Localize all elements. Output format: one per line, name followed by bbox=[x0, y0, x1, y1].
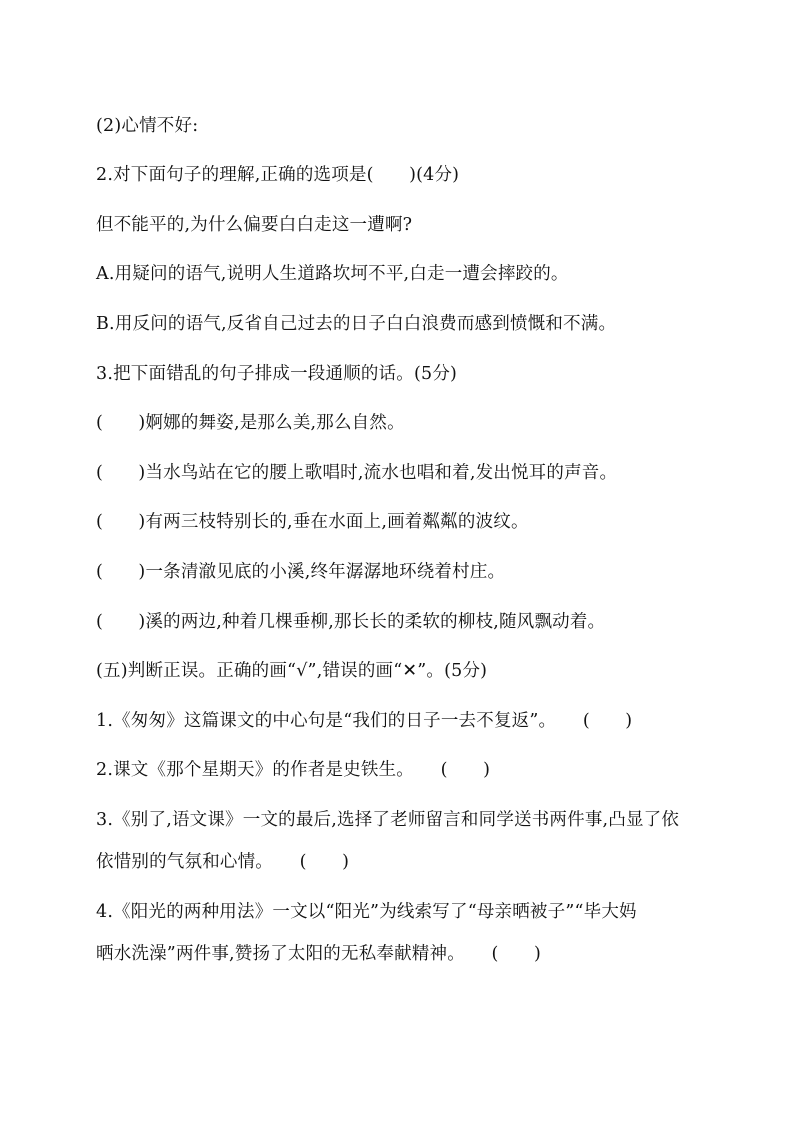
judgment-item-1: 1.《匆匆》这篇课文的中心句是“我们的日子一去不复返”。 ( ) bbox=[96, 711, 633, 731]
judgment-item-4-line-1: 4.《阳光的两种用法》一文以“阳光”为线索写了“母亲晒被子”“毕大妈 bbox=[96, 902, 637, 922]
sentence-item-2: ( )当水鸟站在它的腰上歌唱时,流水也唱和着,发出悦耳的声音。 bbox=[96, 463, 618, 483]
section-5-heading: (五)判断正误。正确的画“√”,错误的画“✕”。(5分) bbox=[96, 661, 488, 681]
question-2-quote: 但不能平的,为什么偏要白白走这一遭啊? bbox=[96, 215, 413, 235]
subquestion-2-mood-bad: (2)心情不好: bbox=[96, 116, 199, 136]
question-2-prompt: 2.对下面句子的理解,正确的选项是( )(4分) bbox=[96, 165, 460, 185]
option-a: A.用疑问的语气,说明人生道路坎坷不平,白走一遭会摔跤的。 bbox=[96, 264, 569, 284]
judgment-item-3-line-1: 3.《别了,语文课》一文的最后,选择了老师留言和同学送书两件事,凸显了依 bbox=[96, 810, 680, 830]
sentence-item-3: ( )有两三枝特别长的,垂在水面上,画着粼粼的波纹。 bbox=[96, 512, 529, 532]
sentence-item-1: ( )婀娜的舞姿,是那么美,那么自然。 bbox=[96, 413, 405, 433]
question-3-prompt: 3.把下面错乱的句子排成一段通顺的话。(5分) bbox=[96, 364, 458, 384]
judgment-item-3-line-2: 依惜别的气氛和心情。 ( ) bbox=[96, 852, 350, 872]
sentence-item-4: ( )一条清澈见底的小溪,终年潺潺地环绕着村庄。 bbox=[96, 562, 506, 582]
sentence-item-5: ( )溪的两边,种着几棵垂柳,那长长的柔软的柳枝,随风飘动着。 bbox=[96, 612, 606, 632]
option-b: B.用反问的语气,反省自己过去的日子白白浪费而感到愤慨和不满。 bbox=[96, 314, 617, 334]
judgment-item-2: 2.课文《那个星期天》的作者是史铁生。 ( ) bbox=[96, 760, 491, 780]
judgment-item-4-line-2: 晒水洗澡”两件事,赞扬了太阳的无私奉献精神。 ( ) bbox=[96, 944, 542, 964]
